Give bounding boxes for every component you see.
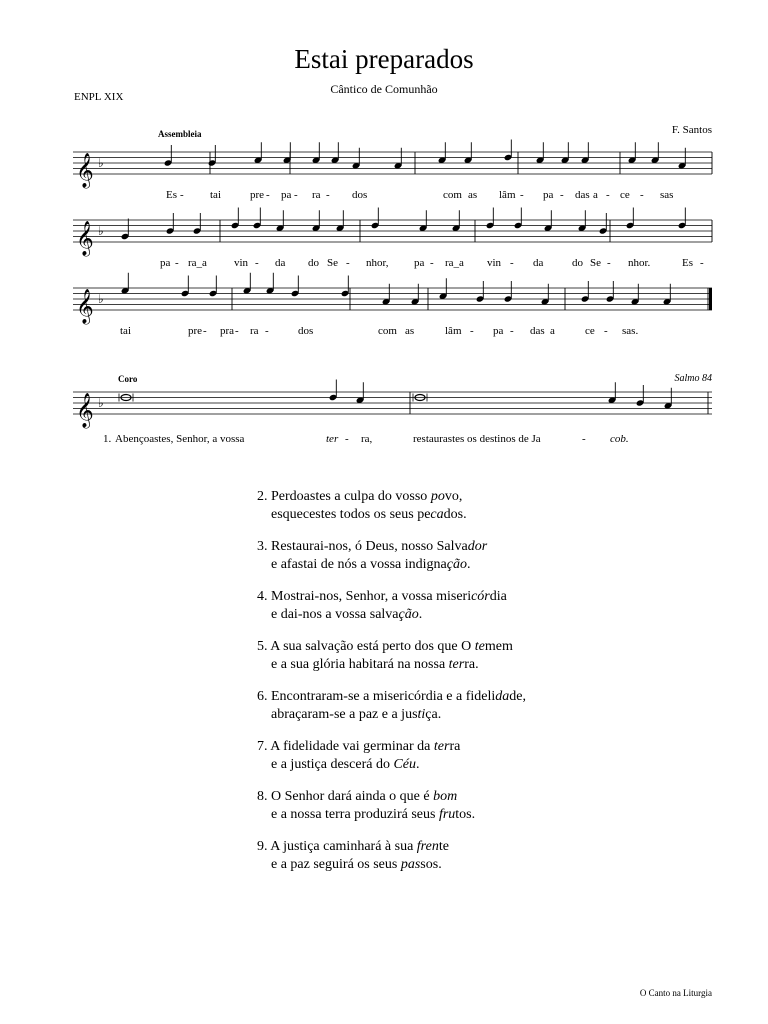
verse-text: . [416,756,420,772]
lyric-syllable: - [175,257,179,269]
lyric-syllable: - [430,257,434,269]
final-bar-line [709,288,712,310]
lyric-syllable: restaurastes os destinos de Ja [413,433,541,445]
lyric-syllable: pa [281,189,292,201]
page-subtitle: Cântico de Comunhão [330,82,438,96]
verse-text: Encontraram-se a misericórdia e a fideli [271,689,496,704]
lyric-syllable: pa [414,257,425,269]
flat-sign-icon: ♭ [98,224,104,238]
lyric-syllable: com [443,189,462,201]
lyric-syllable: pre [188,325,203,337]
lyric-syllable: nhor, [366,257,389,269]
lyric-syllable: dos [298,325,314,337]
music-score [0,0,768,470]
psalm-verse [257,638,526,673]
lyric-syllable: - [604,325,608,337]
lyric-syllable: 1. [103,433,112,445]
note-heads [119,140,686,410]
flat-sign-icon: ♭ [98,396,104,410]
verse-text: A justiça caminhará à sua [270,839,417,854]
verse-text: te [438,839,449,854]
lyric-syllable: - [606,189,610,201]
verse-line-2 [257,556,526,574]
collection-code: ENPL XIX [74,91,124,103]
verse-number: 3. [257,539,268,554]
lyric-syllable: pra [220,325,235,337]
verse-accent: cór [471,589,490,604]
verse-accent: dor [467,539,488,554]
lyric-syllable: pa [493,325,504,337]
lyric-syllable: - [346,257,350,269]
verse-text: Restaurai-nos, ó Deus, nosso Salva [271,539,468,554]
psalm-verse [257,838,526,873]
verse-text: e a justiça descerá do [271,756,394,772]
lyric-syllable: - [326,189,330,201]
lyric-syllable: - [640,189,644,201]
verse-line-1 [257,738,526,756]
verse-accent: ção [446,556,467,572]
lyric-syllable: - [235,325,239,337]
lyric-syllable: a [593,189,598,201]
verse-text: e dai-nos a vossa salva [271,606,399,622]
lyric-syllable: sas. [622,325,639,337]
verse-text: ra [449,739,461,754]
lyric-syllable: ter [326,433,339,445]
verse-number: 4. [257,589,268,604]
lyric-syllable: Se [590,257,601,269]
lyric-syllable: lâm [445,325,462,337]
lyric-syllable: - [510,325,514,337]
verse-text: . [418,606,423,622]
lyric-syllable: - [180,189,184,201]
verse-text: dos. [443,506,467,522]
treble-clef-icon: 𝄞 [76,222,94,255]
verse-accent: ter [433,739,450,754]
verse-text: e afastai de nós a vossa indigna [271,556,447,572]
lyric-syllable: das [530,325,545,337]
lyric-syllable: - [294,189,298,201]
verse-number: 9. [257,839,268,854]
verse-accent: pas [400,856,421,872]
verse-accent: da [495,689,510,704]
verse-text: esquecestes todos os seus pe [271,506,431,522]
verse-number: 8. [257,789,268,804]
lyric-syllable: - [345,433,349,445]
flat-sign-icon: ♭ [98,292,104,306]
verse-text: vo, [444,489,463,504]
verse-number: 6. [257,689,268,704]
verse-accent: ção [398,606,419,622]
verse-text: ra. [464,656,479,672]
lyric-syllable: do [572,257,583,269]
lyric-syllable: ce [585,325,595,337]
verse-text: abraçaram-se a paz e a jus [271,706,418,722]
lyric-syllable: tai [210,189,221,201]
verse-number: 7. [257,739,268,754]
treble-clef-icon: 𝄞 [76,394,94,427]
lyric-syllable: sas [660,189,674,201]
section-label-choir: Coro [118,374,138,384]
psalm-verse [257,488,526,523]
verse-text: e a paz seguirá os seus [271,856,401,872]
lyric-syllable: vin [487,257,502,269]
verse-text: ça. [425,706,442,722]
psalm-verse [257,738,526,773]
composer-name: F. Santos [671,124,712,136]
lyric-syllable: ra_a [188,257,207,269]
verse-line-1 [257,538,526,556]
lyric-syllable: nhor. [628,257,651,269]
lyric-syllable: das [575,189,590,201]
verse-accent: bom [433,789,458,804]
verse-text: A fidelidade vai germinar da [270,739,434,754]
verse-number: 2. [257,489,268,504]
psalm-verses [257,488,526,888]
lyric-syllable: Abençoastes, Senhor, a vossa [115,433,245,445]
verse-text: Perdoastes a culpa do vosso [271,489,431,504]
lyrics [103,189,704,445]
flat-sign-icon: ♭ [98,156,104,170]
verse-text: . [466,556,471,572]
verse-text: e a sua glória habitará na nossa [271,656,449,672]
lyric-syllable: a [550,325,555,337]
verse-line-2 [257,656,526,674]
psalm-verse [257,588,526,623]
treble-clef-icon: 𝄞 [76,290,94,323]
lyric-syllable: com [378,325,397,337]
lyric-syllable: - [582,433,586,445]
lyric-syllable: dos [352,189,368,201]
lyric-syllable: - [470,325,474,337]
verse-line-2 [257,856,526,874]
lyric-syllable: da [533,257,544,269]
verse-text: tos. [455,806,476,822]
lyric-syllable: as [405,325,415,337]
verse-line-1 [257,588,526,606]
verse-accent: fren [416,839,439,854]
verse-accent: fru [438,806,456,822]
section-label-assembly: Assembleia [158,129,202,139]
verse-accent: te [474,639,485,654]
lyric-syllable: - [255,257,259,269]
lyric-syllable: lâm [499,189,516,201]
verse-accent: ter [448,656,465,672]
verse-line-2 [257,506,526,524]
verse-text: O Senhor dará ainda o que é [271,789,434,804]
psalm-verse [257,538,526,573]
lyric-syllable: ra_a [445,257,464,269]
lyric-syllable: Se [327,257,338,269]
verse-text: dia [489,589,507,604]
lyric-syllable: pa [160,257,171,269]
lyric-syllable: - [203,325,207,337]
lyric-syllable: ra, [361,433,373,445]
lyric-syllable: cob. [610,433,629,445]
lyric-syllable: ra [250,325,259,337]
lyric-syllable: - [265,325,269,337]
lyric-syllable: do [308,257,319,269]
verse-accent: ca [430,506,444,522]
verse-accent: ti [417,706,426,722]
verse-line-1 [257,788,526,806]
treble-clef-icon: 𝄞 [76,154,94,187]
lyric-syllable: ra [312,189,321,201]
lyric-syllable: - [560,189,564,201]
verse-line-2 [257,806,526,824]
psalm-reference: Salmo 84 [674,373,712,384]
lyric-syllable: tai [120,325,131,337]
verse-line-1 [257,838,526,856]
verse-text: sos. [420,856,442,872]
lyric-syllable: vin [234,257,249,269]
lyric-syllable: da [275,257,286,269]
lyric-syllable: pre [250,189,265,201]
page-title: Estai preparados [294,44,474,74]
verse-line-1 [257,688,526,706]
psalm-verse [257,788,526,823]
lyric-syllable: - [520,189,524,201]
verse-number: 5. [257,639,268,654]
lyric-syllable: - [700,257,704,269]
lyric-syllable: Es [166,189,177,201]
verse-line-1 [257,638,526,656]
psalm-verse [257,688,526,723]
verse-text: A sua salvação está perto dos que O [270,639,475,654]
lyric-syllable: ce [620,189,630,201]
verse-text: e a nossa terra produzirá seus [271,806,439,822]
lyric-syllable: as [468,189,478,201]
verse-text: de, [509,689,526,704]
verse-line-2 [257,756,526,774]
verse-text: Mostrai-nos, Senhor, a vossa miseri [271,589,472,604]
lyric-syllable: - [607,257,611,269]
verse-line-1 [257,488,526,506]
verse-accent: po [430,489,445,504]
verse-text: mem [484,639,513,654]
verse-line-2 [257,606,526,624]
lyric-syllable: pa [543,189,554,201]
lyric-syllable: Es [682,257,693,269]
lyric-syllable: - [266,189,270,201]
verse-accent: Céu [393,756,417,772]
verse-line-2 [257,706,526,724]
footer-text: O Canto na Liturgia [639,988,712,998]
lyric-syllable: - [510,257,514,269]
